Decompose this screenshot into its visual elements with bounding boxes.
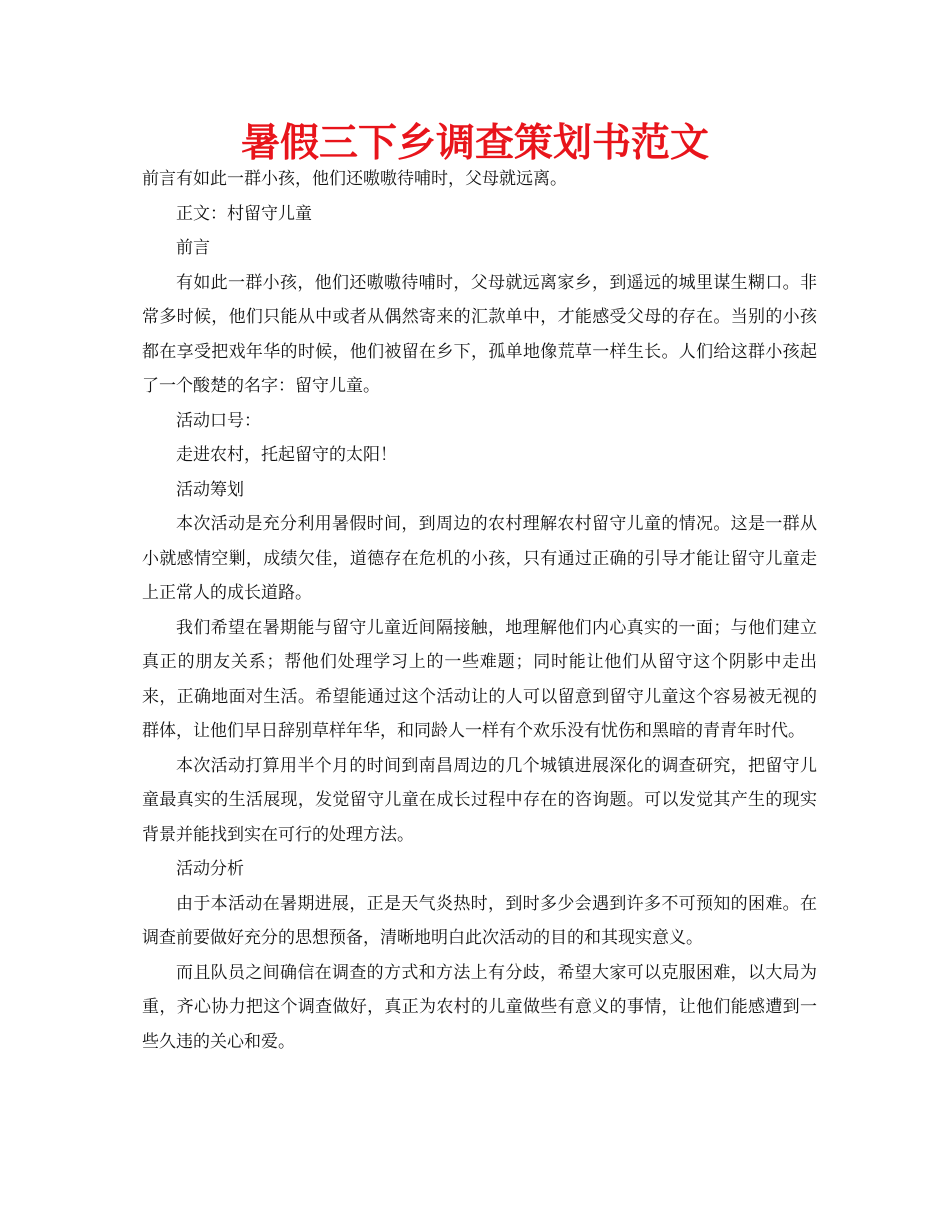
- paragraph-heading-main: 正文：村留守儿童: [176, 203, 312, 224]
- paragraph-heading-planning: 活动筹划: [176, 479, 244, 500]
- paragraph-slogan: 走进农村，托起留守的太阳！: [176, 445, 397, 465]
- paragraph-planning-2: 我们希望在暑期能与留守儿童近间隔接触，地理解他们内心真实的一面；与他们建立真正的朋友关系；帮他们处理学习上的一些难题；同时能让他们从留守这个阴影中走出来，正确地面对生活。希望能通过这个活动让的人可以留意到留守儿童这个容易被无视的群体，让他们早日辞别草样年华，和同龄人一样有个欢乐没有忧伤和黑暗的青青年时代。: [142, 617, 817, 741]
- paragraph-planning-3: 本次活动打算用半个月的时间到南昌周边的几个城镇进展深化的调查研究，把留守儿童最真实的生活展现，发觉留守儿童在成长过程中存在的咨询题。可以发觉其产生的现实背景并能找到实在可行的处理方法。: [142, 755, 817, 845]
- paragraph-analysis-2: 而且队员之间确信在调查的方式和方法上有分歧，希望大家可以克服困难，以大局为重，齐心协力把这个调查做好，真正为农村的儿童做些有意义的事情，让他们能感遭到一些久违的关心和爱。: [142, 962, 817, 1052]
- paragraph-preface-body: 有如此一群小孩，他们还嗷嗷待哺时，父母就远离家乡，到遥远的城里谋生糊口。非常多时候，他们只能从中或者从偶然寄来的汇款单中，才能感受父母的存在。当别的小孩都在享受把戏年华的时候，他们被留在乡下，孤单地像荒草一样生长。人们给这群小孩起了一个酸楚的名字：留守儿童。: [142, 272, 817, 396]
- paragraph-analysis-1: 由于本活动在暑期进展，正是天气炎热时，到时多少会遇到许多不可预知的困难。在调查前要做好充分的思想预备，清晰地明白此次活动的目的和其现实意义。: [142, 893, 817, 948]
- paragraph-planning-1: 本次活动是充分利用暑假时间，到周边的农村理解农村留守儿童的情况。这是一群从小就感情空剿，成绩欠佳，道德存在危机的小孩，只有通过正确的引导才能让留守儿童走上正常人的成长道路。: [142, 514, 817, 603]
- paragraph-heading-analysis: 活动分析: [176, 859, 244, 879]
- paragraph-intro: 前言有如此一群小孩，他们还嗷嗷待哺时，父母就远离。: [142, 169, 567, 189]
- paragraph-heading-slogan: 活动口号：: [176, 410, 261, 431]
- document-body: [142, 162, 817, 1059]
- document-title: 暑假三下乡调查策划书范文: [240, 121, 709, 166]
- paragraph-heading-preface: 前言: [176, 238, 210, 258]
